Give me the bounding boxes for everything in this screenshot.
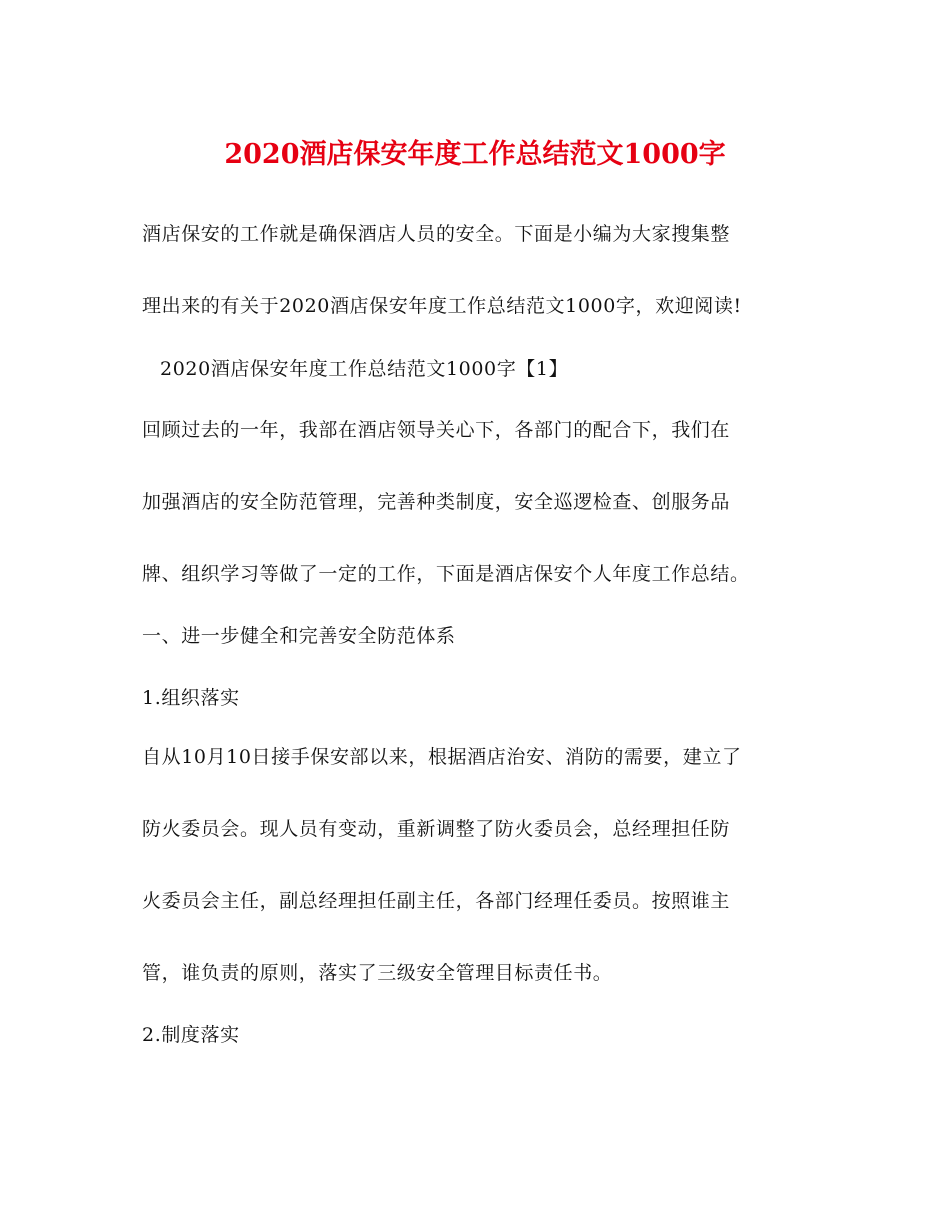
- subsection-heading-1: 一、进一步健全和完善安全防范体系: [142, 625, 456, 647]
- paragraph-line-4: 自从10月10日接手保安部以来，根据酒店治安、消防的需要，建立了: [142, 746, 742, 768]
- item-heading-1: 1.组织落实: [142, 687, 240, 709]
- intro-line-2: 理出来的有关于2020酒店保安年度工作总结范文1000字，欢迎阅读!: [142, 295, 742, 317]
- intro-line-1: 酒店保安的工作就是确保酒店人员的安全。下面是小编为大家搜集整: [142, 223, 731, 245]
- paragraph-line-7: 管，谁负责的原则，落实了三级安全管理目标责任书。: [142, 962, 613, 984]
- paragraph-line-6: 火委员会主任，副总经理担任副主任，各部门经理任委员。按照谁主: [142, 890, 731, 912]
- paragraph-line-2: 加强酒店的安全防范管理，完善种类制度，安全巡逻检查、创服务品: [142, 491, 731, 513]
- paragraph-line-1: 回顾过去的一年，我部在酒店领导关心下，各部门的配合下，我们在: [142, 419, 731, 441]
- section-heading-1: 2020酒店保安年度工作总结范文1000字【1】: [160, 358, 569, 380]
- item-heading-2: 2.制度落实: [142, 1024, 240, 1046]
- paragraph-line-5: 防火委员会。现人员有变动，重新调整了防火委员会，总经理担任防: [142, 818, 731, 840]
- document-title: 2020酒店保安年度工作总结范文1000字: [224, 139, 726, 170]
- paragraph-line-3: 牌、组织学习等做了一定的工作，下面是酒店保安个人年度工作总结。: [142, 563, 750, 585]
